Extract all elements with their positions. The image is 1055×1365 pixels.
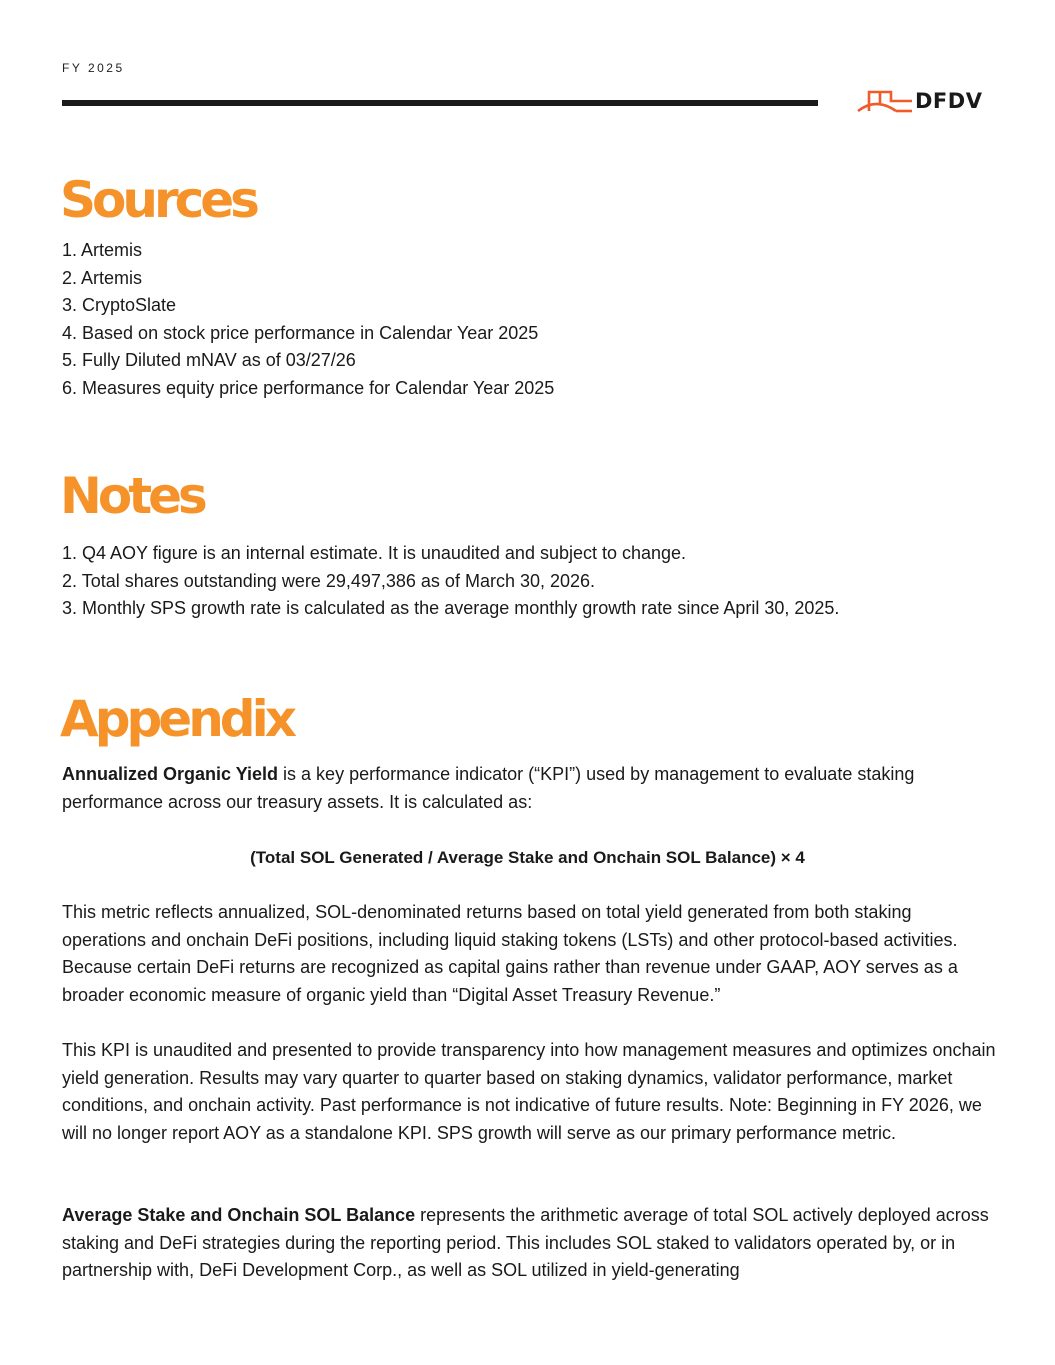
aoy-term: Annualized Organic Yield: [62, 764, 279, 784]
note-item: 2. Total shares outstanding were 29,497,386 as of March 30, 2026.: [62, 570, 596, 591]
logo-mark-icon: [856, 89, 912, 113]
appendix-heading: Appendix: [60, 690, 293, 748]
note-item: 1. Q4 AOY figure is an internal estimate. It is unaudited and subject to change.: [62, 543, 687, 563]
source-item: 3. CryptoSlate: [62, 295, 177, 315]
source-item: 2. Artemis: [62, 267, 143, 288]
company-logo: [856, 88, 992, 114]
header-rule: [62, 100, 818, 106]
aoy-definition: [62, 761, 997, 816]
notes-list: [62, 540, 839, 623]
fiscal-year-label: FY 2025: [62, 61, 125, 75]
notes-heading: Notes: [60, 467, 204, 525]
source-item: 5. Fully Diluted mNAV as of 03/27/26: [62, 350, 356, 370]
source-item: 1. Artemis: [62, 240, 143, 260]
aoy-formula: (Total SOL Generated / Average Stake and Onchain SOL Balance) × 4: [250, 848, 805, 867]
balance-term: Average Stake and Onchain SOL Balance: [62, 1205, 416, 1225]
note-item: 3. Monthly SPS growth rate is calculated as the average monthly growth rate since April 30, 2025.: [62, 598, 840, 618]
sources-heading: Sources: [60, 171, 256, 229]
aoy-definition-text: is a key performance indicator (“KPI”) used by management to evaluate staking performance across our treasury assets. It is calculated as:: [62, 764, 915, 812]
aoy-paragraph-1: This metric reflects annualized, SOL-denominated returns based on total yield generated from both staking operations and onchain DeFi positions, including liquid staking tokens (LSTs) and other protocol-based activities. Because certain DeFi returns are recognized as capital gains rather than revenue under GAAP, AOY serves as a broader economic measure of organic yield than “Digital Asset Treasury Revenue.”: [62, 902, 958, 1005]
sources-list: [62, 237, 554, 402]
source-item: 6. Measures equity price performance for Calendar Year 2025: [62, 377, 555, 398]
aoy-paragraph-2: This KPI is unaudited and presented to provide transparency into how management measures and optimizes onchain yield generation. Results may vary quarter to quarter based on staking dynamics, validator performance, market conditions, and onchain activity. Past performance is not indicative of future results. Note: Beginning in FY 2026, we will no longer report AOY as a standalone KPI. SPS growth will serve as our primary performance metric.: [62, 1040, 996, 1143]
logo-wordmark: DFDV: [915, 89, 983, 113]
balance-definition: [62, 1202, 997, 1285]
balance-definition-text: represents the arithmetic average of total SOL actively deployed across staking and DeFi strategies during the reporting period. This includes SOL staked to validators operated by, or in partnership with, DeFi Development Corp., as well as SOL utilized in yield-generating: [62, 1205, 989, 1280]
source-item: 4. Based on stock price performance in Calendar Year 2025: [62, 322, 539, 343]
